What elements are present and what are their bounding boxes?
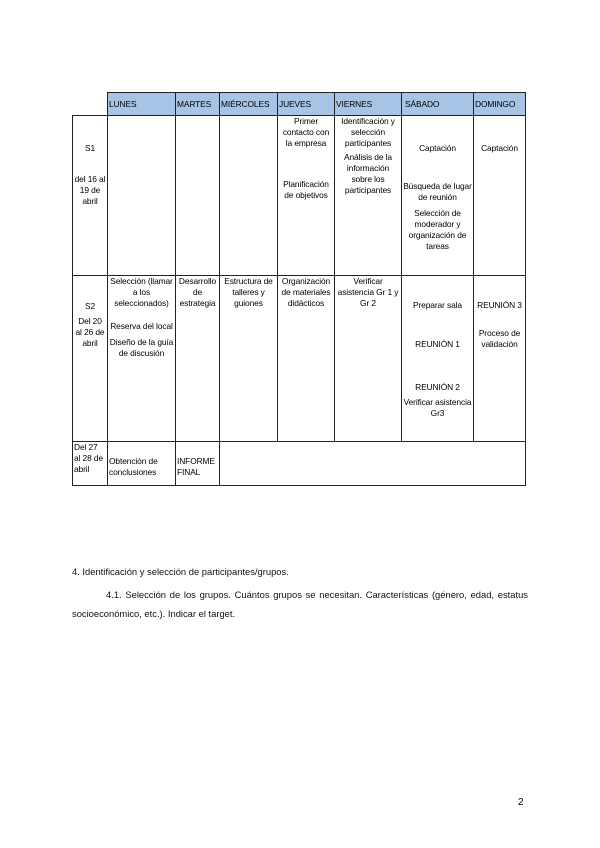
task: Análisis de la información sobre los participantes [344, 151, 392, 195]
task: Desarrollo de estrategia [178, 276, 217, 308]
week-dates: del 16 al 19 de abril [74, 173, 106, 206]
header-miercoles: MIÉRCOLES [220, 93, 278, 116]
task: Primer contacto con la empresa [282, 116, 330, 148]
cell-s2-domingo [474, 276, 526, 442]
header-lunes: LUNES [108, 93, 176, 116]
schedule-table [72, 92, 526, 486]
task: Preparar sala [413, 300, 462, 310]
task: REUNIÓN 3 [477, 300, 522, 310]
task: Proceso de validación [478, 327, 521, 349]
header-martes: MARTES [176, 93, 220, 116]
page-number: 2 [518, 797, 524, 808]
task: Diseño de la guía de discusión [109, 336, 174, 358]
cell-s1-martes [176, 116, 220, 276]
week-dates: Del 20 al 26 de abril [75, 315, 105, 348]
subsection-paragraph: 4.1. Selección de los grupos. Cuántos grupos se necesitan. Características (género, edad, estatus socioeconómico, etc.). Indicar el target. [72, 589, 528, 620]
table-row-s1 [73, 116, 526, 276]
cell-s1-miercoles [220, 116, 278, 276]
table-header-row [73, 93, 526, 116]
week-cell-s3 [73, 442, 108, 486]
header-domingo: DOMINGO [474, 93, 526, 116]
task: Verificar asistencia Gr3 [403, 396, 472, 418]
cell-s1-lunes [108, 116, 176, 276]
cell-s1-viernes [335, 116, 402, 276]
header-corner [73, 93, 108, 116]
task: Captación [481, 143, 518, 153]
task: Selección de moderador y organización de tareas [408, 207, 467, 251]
week-label: S2 [84, 301, 96, 311]
table-row-s2 [73, 276, 526, 442]
header-jueves: JUEVES [278, 93, 335, 116]
cell-s2-martes [176, 276, 220, 442]
week-label: S1 [84, 143, 96, 153]
task: Planificación de objetivos [283, 178, 329, 200]
header-sabado: SÁBADO [402, 93, 474, 116]
section-heading: 4. Identificación y selección de participantes/grupos. [72, 566, 289, 577]
week-cell-s1 [73, 116, 108, 276]
cell-s2-jueves [278, 276, 335, 442]
week-dates: Del 27 al 28 de abril [74, 442, 104, 474]
task: REUNIÓN 2 [415, 381, 460, 392]
cell-s1-jueves [278, 116, 335, 276]
task: Captación [419, 143, 456, 153]
header-viernes: VIERNES [335, 93, 402, 116]
cell-s3-empty [220, 442, 526, 486]
cell-s2-lunes [108, 276, 176, 442]
cell-s2-miercoles [220, 276, 278, 442]
task: Reserva del local [110, 320, 173, 331]
cell-s1-domingo [474, 116, 526, 276]
task: Obtención de conclusiones [109, 456, 158, 477]
week-cell-s2 [73, 276, 108, 442]
cell-s1-sabado [402, 116, 474, 276]
cell-s2-sabado [402, 276, 474, 442]
task: REUNIÓN 1 [415, 338, 460, 349]
task: INFORME FINAL [177, 456, 215, 477]
cell-s2-viernes [335, 276, 402, 442]
task: Selección (llamar a los seleccionados) [110, 276, 173, 308]
cell-s3-lunes [108, 442, 176, 486]
task: Verificar asistencia Gr 1 y Gr 2 [337, 276, 399, 308]
task: Organización de materiales didácticos [281, 276, 331, 308]
table-row-s3 [73, 442, 526, 486]
task: Búsqueda de lugar de reunión [403, 180, 472, 202]
task: Estructura de talleres y guiones [224, 276, 273, 308]
cell-s3-martes [176, 442, 220, 486]
task: Identificación y selección participantes [341, 116, 395, 148]
